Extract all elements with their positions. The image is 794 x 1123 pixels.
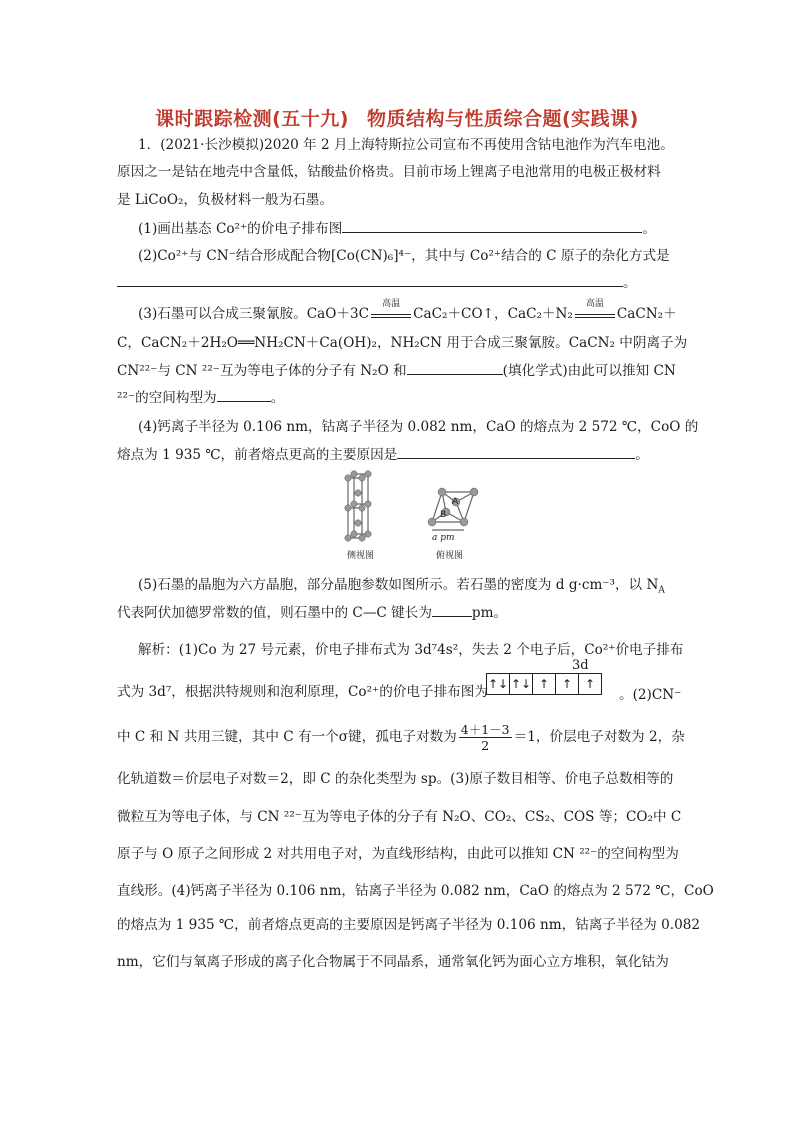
- question-part-3-line-4: ²²⁻的空间构型为 。: [117, 390, 285, 406]
- orbital-label: 3d: [572, 658, 589, 673]
- top-view-atoms: [428, 488, 478, 526]
- question-part-4-line-1: (4)钙离子半径为 0.106 nm，钴离子半径为 0.082 nm，CaO 的熔点为 2 572 ℃，CoO 的: [138, 419, 699, 435]
- page-title: [0, 104, 794, 131]
- orbital-cell: ↑↓: [486, 673, 510, 695]
- question-part-2-blank-line: 。: [117, 274, 682, 292]
- answer-blank-4[interactable]: [397, 446, 635, 459]
- orbital-cell: ↑↓: [509, 673, 533, 695]
- atom-label-a: A: [452, 497, 459, 507]
- lattice-param-label: a pm: [432, 533, 455, 543]
- side-view-lattice: [348, 474, 368, 538]
- answer-blank-5[interactable]: [432, 604, 472, 617]
- answer-line-7: 直线形。(4)钙离子半径为 0.106 nm，钴离子半径为 0.082 nm，CaO 的熔点为 2 572 ℃，CoO: [117, 883, 714, 899]
- question-part-3-line-2: C，CaCN₂＋2H₂O══NH₂CN＋Ca(OH)₂，NH₂CN 用于合成三聚氰胺。CaCN₂ 中阴离子为: [117, 335, 688, 351]
- answer-line-2: 式为 3d⁷，根据洪特规则和泡利原理，Co²⁺的价电子排布图为: [117, 684, 488, 700]
- graphite-cell-diagram: [332, 470, 497, 562]
- answer-line-5: 微粒互为等电子体，与 CN ²²⁻互为等电子体的分子有 N₂O、CO₂、CS₂、COS 等；CO₂中 C: [117, 809, 682, 825]
- question-line-3: 是 LiCoO₂，负极材料一般为石墨。: [117, 192, 333, 208]
- lone-pair-fraction: $\frac{4+1-3}{2}$: [460, 722, 510, 753]
- answer-line-3: 中 C 和 N 共用三键，其中 C 有一个σ键，孤电子对数为 $\frac{4+1-3}{2}$ ＝1，价层电子对数为 2，杂: [117, 722, 685, 753]
- question-line-2: 原因之一是钴在地壳中含量低，钴酸盐价格贵。目前市场上锂离子电池常用的电极正极材料: [117, 164, 661, 180]
- question-part-5-line-2: 代表阿伏加德罗常数的值，则石墨中的 C—C 键长为 pm。: [117, 605, 508, 621]
- answer-line-1: 解析：(1)Co 为 27 号元素，价电子排布式为 3d⁷4s²，失去 2 个电子后，Co²⁺价电子排布: [138, 642, 684, 658]
- title-topic: 物质结构与性质综合题: [366, 108, 562, 130]
- orbital-cell: ↑: [578, 673, 602, 695]
- title-suffix: (实践课): [562, 108, 639, 130]
- question-part-1: (1)画出基态 Co²⁺的价电子排布图 。: [138, 221, 656, 237]
- answer-line-4: 化轨道数＝价层电子对数＝2，即 C 的杂化类型为 sp。(3)原子数目相等、价电子总数相等的: [117, 771, 674, 787]
- question-part-5-line-1: (5)石墨的晶胞为六方晶胞，部分晶胞参数如图所示。若石墨的密度为 d g·cm⁻³，以 $N_A$: [138, 577, 665, 596]
- orbital-cell: ↑: [532, 673, 556, 695]
- question-line-1: 1．(2021·长沙模拟)2020 年 2 月上海特斯拉公司宣布不再使用含钴电池作为汽车电池。: [138, 137, 674, 153]
- side-view-caption: 侧视图: [347, 551, 375, 561]
- orbital-cell: ↑: [555, 673, 579, 695]
- orbital-diagram: [486, 673, 601, 695]
- question-part-3-line-3: CN²²⁻与 CN ²²⁻互为等电子体的分子有 N₂O 和 (填化学式)由此可以推知 CN: [117, 363, 676, 379]
- atom-label-b: B: [440, 510, 447, 520]
- top-view-caption: 俯视图: [436, 551, 464, 561]
- answer-line-6: 原子与 O 原子之间形成 2 对共用电子对，为直线形结构，由此可以推知 CN ²²⁻的空间构型为: [117, 846, 679, 862]
- reaction-arrow-2: 高温: [575, 306, 615, 318]
- graphite-cell-figure: [332, 470, 497, 562]
- question-part-4-line-2: 熔点为 1 935 ℃，前者熔点更高的主要原因是 。: [117, 447, 649, 463]
- reaction-arrow-1: 高温: [371, 306, 411, 318]
- answer-blank-3a[interactable]: [407, 362, 503, 375]
- title-main: 课时跟踪检测(五十九): [155, 108, 349, 130]
- answer-blank-2[interactable]: [117, 274, 623, 287]
- answer-line-2-end: 。(2)CN⁻: [619, 687, 682, 703]
- part-1-text: (1)画出基态 Co²⁺的价电子排布图: [138, 221, 343, 237]
- answer-blank-3b[interactable]: [217, 389, 271, 402]
- question-part-2: (2)Co²⁺与 CN⁻结合形成配合物[Co(CN)₆]⁴⁻，其中与 Co²⁺结合的 C 原子的杂化方式是: [138, 248, 670, 264]
- answer-blank-1[interactable]: [342, 220, 642, 233]
- question-part-3-line-1: (3)石墨可以合成三聚氰胺。CaO＋3C 高温 CaC₂＋CO↑，CaC₂＋N₂ 高温 CaCN₂＋: [138, 299, 677, 322]
- answer-line-9: nm，它们与氧离子形成的离子化合物属于不同晶系，通常氧化钙为面心立方堆积，氧化钴为: [117, 954, 669, 970]
- answer-line-8: 的熔点为 1 935 ℃，前者熔点更高的主要原因是钙离子半径为 0.106 nm，钴离子半径为 0.082: [117, 917, 701, 933]
- side-view-atoms: [345, 471, 371, 541]
